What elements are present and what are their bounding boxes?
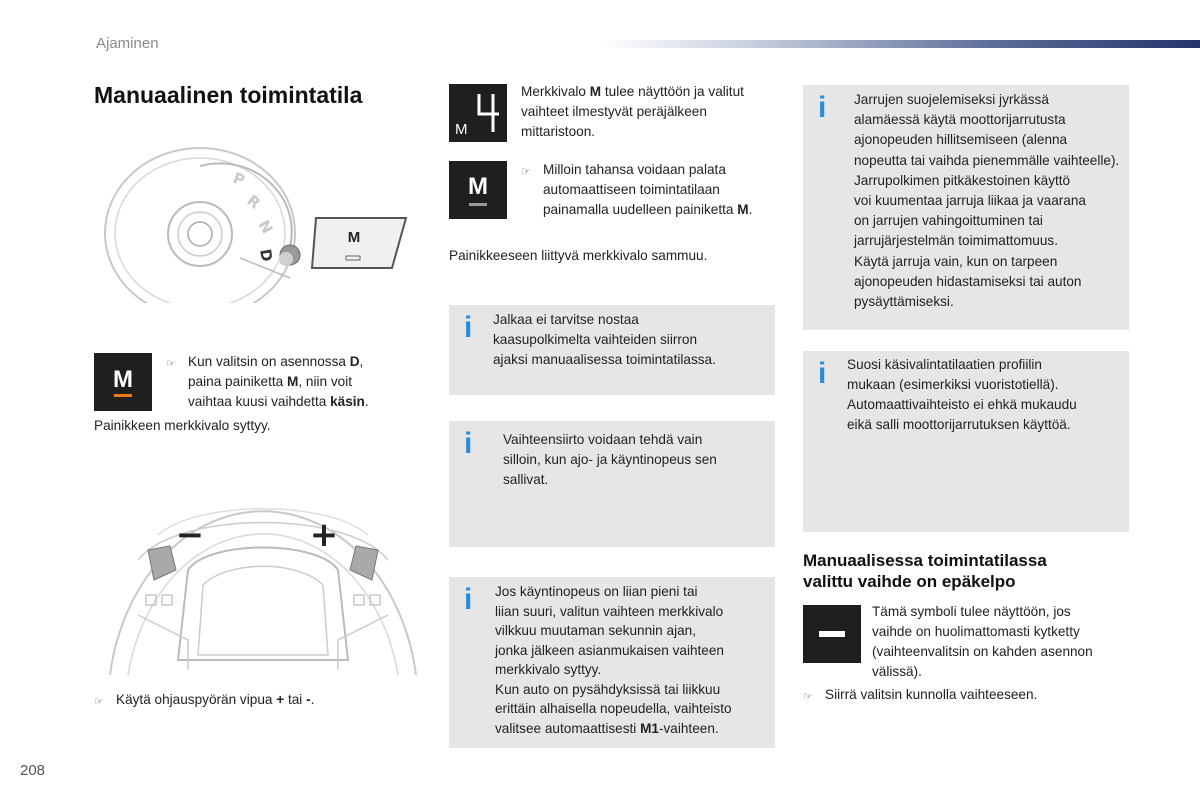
plus-label: +	[309, 515, 339, 555]
middle-para-merkkivalo: Merkkivalo M tulee näyttöön ja valitut vaihteet ilmestyvät peräjälkeen mittaristoon.	[521, 84, 744, 139]
info-box-jarrujen-text: Jarrujen suojelemiseksi jyrkässä alamäessä käytä moottorijarrutusta ajonopeuden hillitsemiseen (alenna nopeutta tai vaihda pienemmälle vaihteelle). Jarrupolkimen pitkäkestoinen käyttö voi kuumentaa jarruja liikaa ja vaarana on jarrujen vahingoittuminen tai jarrujärjestelmän toimimattomuus. Käytä jarruja vain, kun on tarpeen ajonopeuden hidastamiseksi tai auton pysäyttämiseksi.	[854, 92, 1120, 310]
digit-four-icon	[479, 94, 499, 132]
right-para-symboli: Tämä symboli tulee näyttöön, jos vaihde on huolimattomasti kytketty (vaihteenvalitsin on kahden asennon välissä).	[872, 604, 1093, 679]
m4-display-m: M	[455, 121, 468, 138]
info-box-kayntinopeus	[449, 577, 775, 748]
m4-display-drawing	[449, 84, 507, 142]
info-icon: i	[464, 311, 473, 344]
left-para-kayta-vipua	[94, 690, 434, 712]
section-label: Ajaminen	[96, 35, 159, 52]
gear-selector-illustration	[100, 138, 420, 303]
left-paddle	[148, 546, 176, 580]
left-para-merkkivalo-syttyy: Painikkeen merkkivalo syttyy.	[94, 418, 271, 433]
m-icon-label: M	[468, 172, 488, 200]
right-para2-text: Siirrä valitsin kunnolla vaihteeseen.	[825, 687, 1038, 702]
middle-para-milloin	[521, 160, 781, 220]
m-mode-icon-grey	[449, 161, 507, 219]
info-icon: i	[464, 583, 473, 616]
steering-wheel-drawing	[98, 470, 428, 680]
info-box-suosi-text: Suosi käsivalintatilaatien profiilin mukaan (esimerkiksi vuoristotiellä). Automaattivaihteisto ei ehkä mukaudu eikä salli moottorijarrutuksen käyttöä.	[847, 357, 1077, 432]
gear-d-label: D	[256, 247, 276, 263]
info-box-vaihteensiirto-text: Vaihteensiirto voidaan tehdä vain silloin, kun ajo- ja käyntinopeus sen sallivat.	[503, 432, 717, 487]
left-para3-text: Käytä ohjauspyörän vipua + tai -.	[116, 692, 315, 707]
m-button-label: M	[347, 229, 361, 246]
pointing-hand-icon: ☞	[166, 358, 176, 370]
minus-label: −	[175, 515, 205, 555]
info-box-vaihteensiirto	[449, 421, 775, 547]
info-box-jarrujen	[803, 85, 1129, 330]
m4-display-icon	[449, 84, 507, 142]
pointing-hand-icon: ☞	[521, 166, 531, 178]
page-number: 208	[20, 762, 46, 779]
steering-wheel-illustration	[98, 470, 428, 680]
left-para1-text: Kun valitsin on asennossa D, paina painiketta M, niin voit vaihtaa kuusi vaihdetta käsin.	[188, 354, 369, 409]
middle-para-sammuu: Painikkeeseen liittyvä merkkivalo sammuu.	[449, 248, 708, 263]
gear-n-label: N	[254, 217, 277, 237]
gear-r-label: R	[243, 191, 264, 213]
dash-display-icon	[803, 605, 861, 663]
page-title: Manuaalinen toimintatila	[94, 82, 363, 108]
info-box-jalkaa	[449, 305, 775, 395]
info-icon: i	[464, 427, 473, 460]
info-icon: i	[818, 91, 827, 124]
gear-p-label: P	[230, 168, 248, 190]
m-mode-icon-orange	[94, 353, 152, 411]
orange-indicator	[114, 394, 132, 397]
info-box-kayntinopeus-text: Jos käyntinopeus on liian pieni tai liian suuri, valitun vaihteen merkkivalo vilkkuu muutaman sekunnin ajan, jonka jälkeen asianmukaisen vaihteen merkkivalo syttyy. Kun auto on pysähdyksissä tai liikkuu erittäin alhaisella nopeudella, vaihteisto valitsee automaattisesti M1-vaihteen.	[495, 584, 732, 736]
info-box-jalkaa-text: Jalkaa ei tarvitse nostaa kaasupolkimelta vaihteiden siirron ajaksi manuaalisessa toimintatilassa.	[493, 312, 716, 367]
m-mode-icon-label: M	[113, 365, 133, 393]
header-bar	[600, 40, 1200, 48]
pointing-hand-icon: ☞	[94, 696, 104, 708]
section-heading-epakelpo: Manuaalisessa toimintatilassa valittu vaihde on epäkelpo	[803, 551, 1047, 591]
grey-indicator	[469, 203, 487, 206]
right-paddle	[350, 546, 378, 580]
info-icon: i	[818, 357, 827, 390]
left-para-kun-valitsin	[166, 352, 436, 412]
dash-icon	[819, 631, 845, 637]
info-box-suosi	[803, 351, 1129, 532]
pointing-hand-icon: ☞	[803, 691, 813, 703]
right-para-siirra	[803, 685, 1123, 707]
gear-selector-drawing	[100, 138, 420, 303]
middle-para2-text: Milloin tahansa voidaan palata automaattiseen toimintatilaan painamalla uudelleen painiketta M.	[543, 162, 753, 217]
